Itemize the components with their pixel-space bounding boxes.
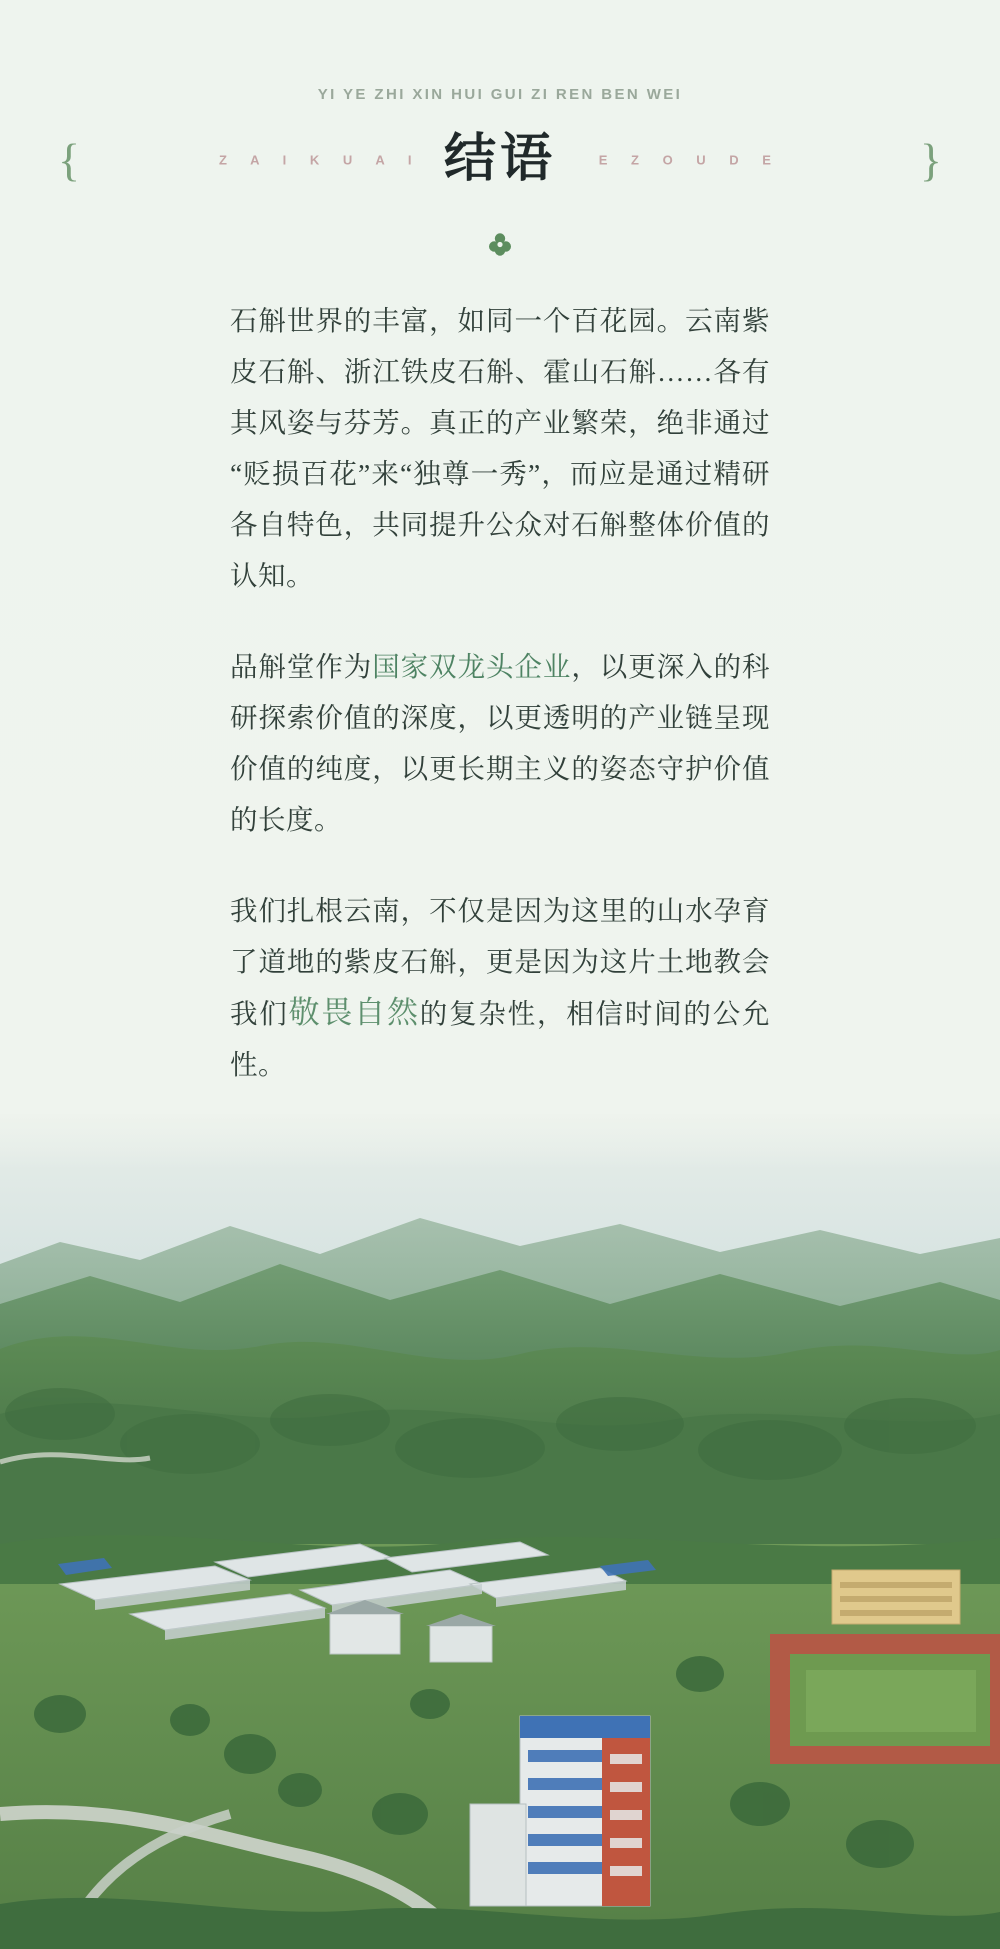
title-row: [0, 117, 1000, 203]
paragraph-3: [230, 885, 770, 1090]
brace-right-icon: }: [919, 134, 942, 186]
flower-dot-icon: [485, 229, 515, 259]
pinyin-right: E Z O U D E: [598, 152, 781, 168]
paragraph-1: 石斛世界的丰富，如同一个百花园。云南紫皮石斛、浙江铁皮石斛、霍山石斛……各有其风姿与芬芳。真正的产业繁荣，绝非通过“贬损百花”来“独尊一秀”，而应是通过精研各自特色，共同提升公众对石斛整体价值的认知。: [230, 305, 770, 591]
page-title: 结语: [443, 131, 556, 189]
paragraph-2-prefix: 品斛堂作为: [230, 651, 373, 682]
paragraph-2: [230, 641, 770, 845]
paragraph-3-lead: 我们扎根云南，不仅是因为这里的山水孕育了道地的紫皮石斛，更是因为这片土地教会我们: [230, 895, 770, 1029]
paragraph-3-rest: 的复杂性，相信时间的公允性。: [230, 998, 771, 1080]
header-kicker: YI YE ZHI XIN HUI GUI ZI REN BEN WEI: [317, 86, 683, 103]
brace-left-icon: {: [58, 134, 81, 186]
page-header: [0, 0, 1000, 259]
paragraph-2-highlight: 国家双龙头企业: [372, 651, 572, 682]
paragraph-3-highlight: 敬畏自然: [288, 995, 420, 1030]
pinyin-left: Z A I K U A I: [219, 152, 422, 168]
paragraph-2-rest: ，以更深入的科研探索价值的深度，以更透明的产业链呈现价值的纯度，以更长期主义的姿态守护价值的长度。: [230, 651, 771, 835]
hero-photo: [0, 1114, 1000, 1949]
